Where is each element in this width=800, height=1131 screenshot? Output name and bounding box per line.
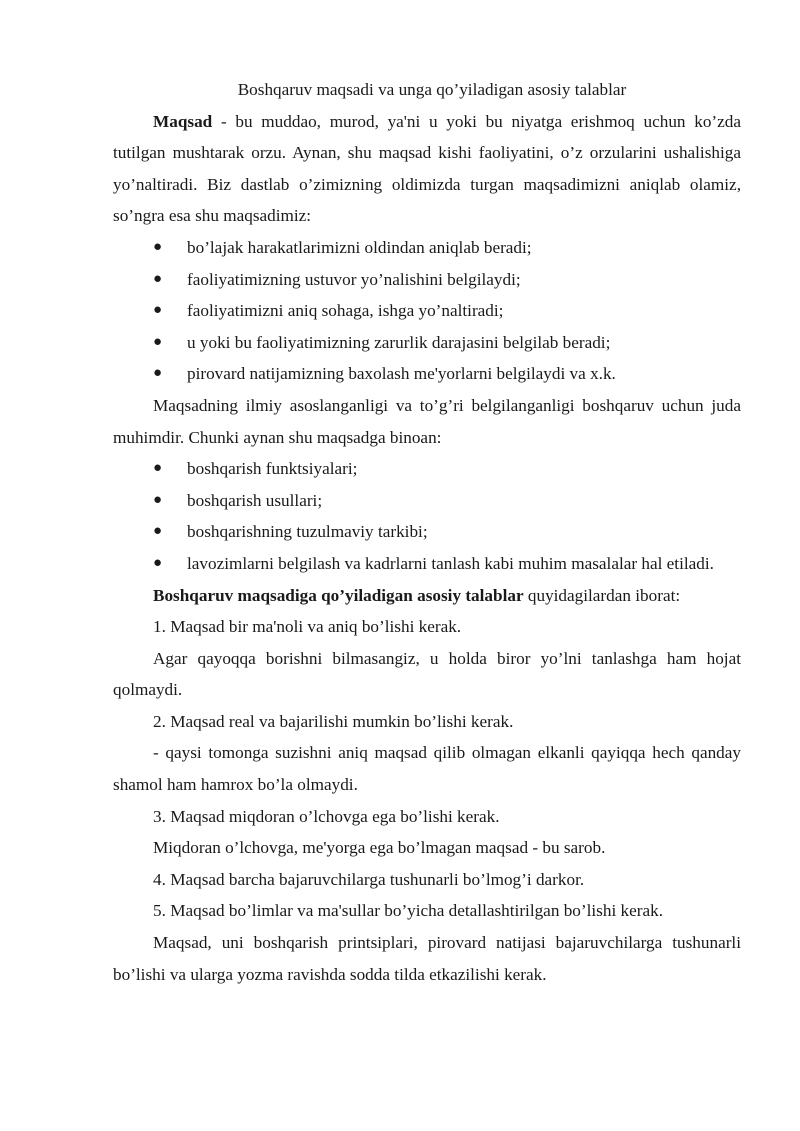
list-item-text: faoliyatimizni aniq sohaga, ishga yo’naltiradi; <box>187 301 504 321</box>
list-item <box>113 548 741 580</box>
intro-term: Maqsad <box>153 111 213 131</box>
list-item <box>113 232 741 264</box>
requirements-text: quyidagilardan iborat: <box>523 585 681 605</box>
requirements-heading: Boshqaruv maqsadiga qo’yiladigan asosiy talablar <box>153 585 524 605</box>
conclusion-paragraph: Maqsad, uni boshqarish printsiplari, pirovard natijasi bajaruvchilarga tushunarli bo’lishi va ularga yozma ravishda sodda tilda etkazilishi kerak. <box>113 933 741 984</box>
list-item <box>113 327 741 359</box>
list-item-text: u yoki bu faoliyatimizning zarurlik darajasini belgilab beradi; <box>187 332 611 352</box>
bullet-icon: ● <box>153 365 163 382</box>
requirement-paragraph: 1. Maqsad bir ma'noli va aniq bo’lishi kerak. <box>153 617 462 637</box>
list-item <box>113 295 741 327</box>
requirement-paragraph: Agar qayoqqa borishni bilmasangiz, u holda biror yo’lni tanlashga ham hojat qolmaydi. <box>113 648 741 700</box>
requirements-paragraph <box>113 580 741 612</box>
document-page <box>113 74 741 990</box>
bullet-icon: ● <box>153 554 163 571</box>
bullet-icon: ● <box>153 523 163 540</box>
bullet-icon: ● <box>153 491 163 508</box>
bullet-icon: ● <box>153 460 163 477</box>
requirement-paragraph: 4. Maqsad barcha bajaruvchilarga tushunarli bo’lmog’i darkor. <box>153 869 585 889</box>
list-item-text: boshqarishning tuzulmaviy tarkibi; <box>187 522 428 542</box>
intro-text: - bu muddao, murod, ya'ni u yoki bu niyatga erishmoq uchun ko’zda tutilgan mushtarak orzu. Aynan, shu maqsad kishi faoliyatini, o’z orzularini ushalishiga yo’naltiradi. Biz dastlab o’zimizning oldimizda turgan maqsadimizni aniqlab olamiz, so’ngra esa shu maqsadimiz: <box>113 111 741 226</box>
list-item <box>113 358 741 390</box>
requirement-paragraph: 3. Maqsad miqdoran o’lchovga ega bo’lishi kerak. <box>153 806 500 826</box>
list-item <box>113 516 741 548</box>
list-item-text: boshqarish usullari; <box>187 490 323 510</box>
requirement-paragraph: 5. Maqsad bo’limlar va ma'sullar bo’yicha detallashtirilgan bo’lishi kerak. <box>153 901 663 921</box>
intro-paragraph <box>113 106 741 232</box>
list-item-text: lavozimlarni belgilash va kadrlarni tanlash kabi muhim masalalar hal etiladi. <box>187 553 714 573</box>
requirement-paragraph: Miqdoran o’lchovga, me'yorga ega bo’lmagan maqsad - bu sarob. <box>153 838 606 858</box>
list-item <box>113 264 741 296</box>
basis-paragraph: Maqsadning ilmiy asoslanganligi va to’g’ri belgilanganligi boshqaruv uchun juda muhimdir. Chunki aynan shu maqsadga binoan: <box>113 395 741 447</box>
list-item-text: faoliyatimizning ustuvor yo’nalishini belgilaydi; <box>187 269 521 289</box>
list-item-text: bo’lajak harakatlarimizni oldindan aniqlab beradi; <box>187 237 532 257</box>
bullet-icon: ● <box>153 238 163 255</box>
management-aspects-list <box>113 453 741 579</box>
list-item <box>113 453 741 485</box>
bullet-icon: ● <box>153 302 163 319</box>
requirement-paragraph: 2. Maqsad real va bajarilishi mumkin bo’lishi kerak. <box>153 711 514 731</box>
goal-effects-list <box>113 232 741 390</box>
bullet-icon: ● <box>153 270 163 287</box>
list-item <box>113 485 741 517</box>
requirement-paragraph: - qaysi tomonga suzishni aniq maqsad qilib olmagan elkanli qayiqqa hech qanday shamol ham hamrox bo’la olmaydi. <box>113 743 741 795</box>
list-item-text: pirovard natijamizning baxolash me'yorlarni belgilaydi va x.k. <box>187 364 616 384</box>
document-title: Boshqaruv maqsadi va unga qo’yiladigan asosiy talablar <box>237 80 627 99</box>
bullet-icon: ● <box>153 333 163 350</box>
list-item-text: boshqarish funktsiyalari; <box>187 459 358 479</box>
